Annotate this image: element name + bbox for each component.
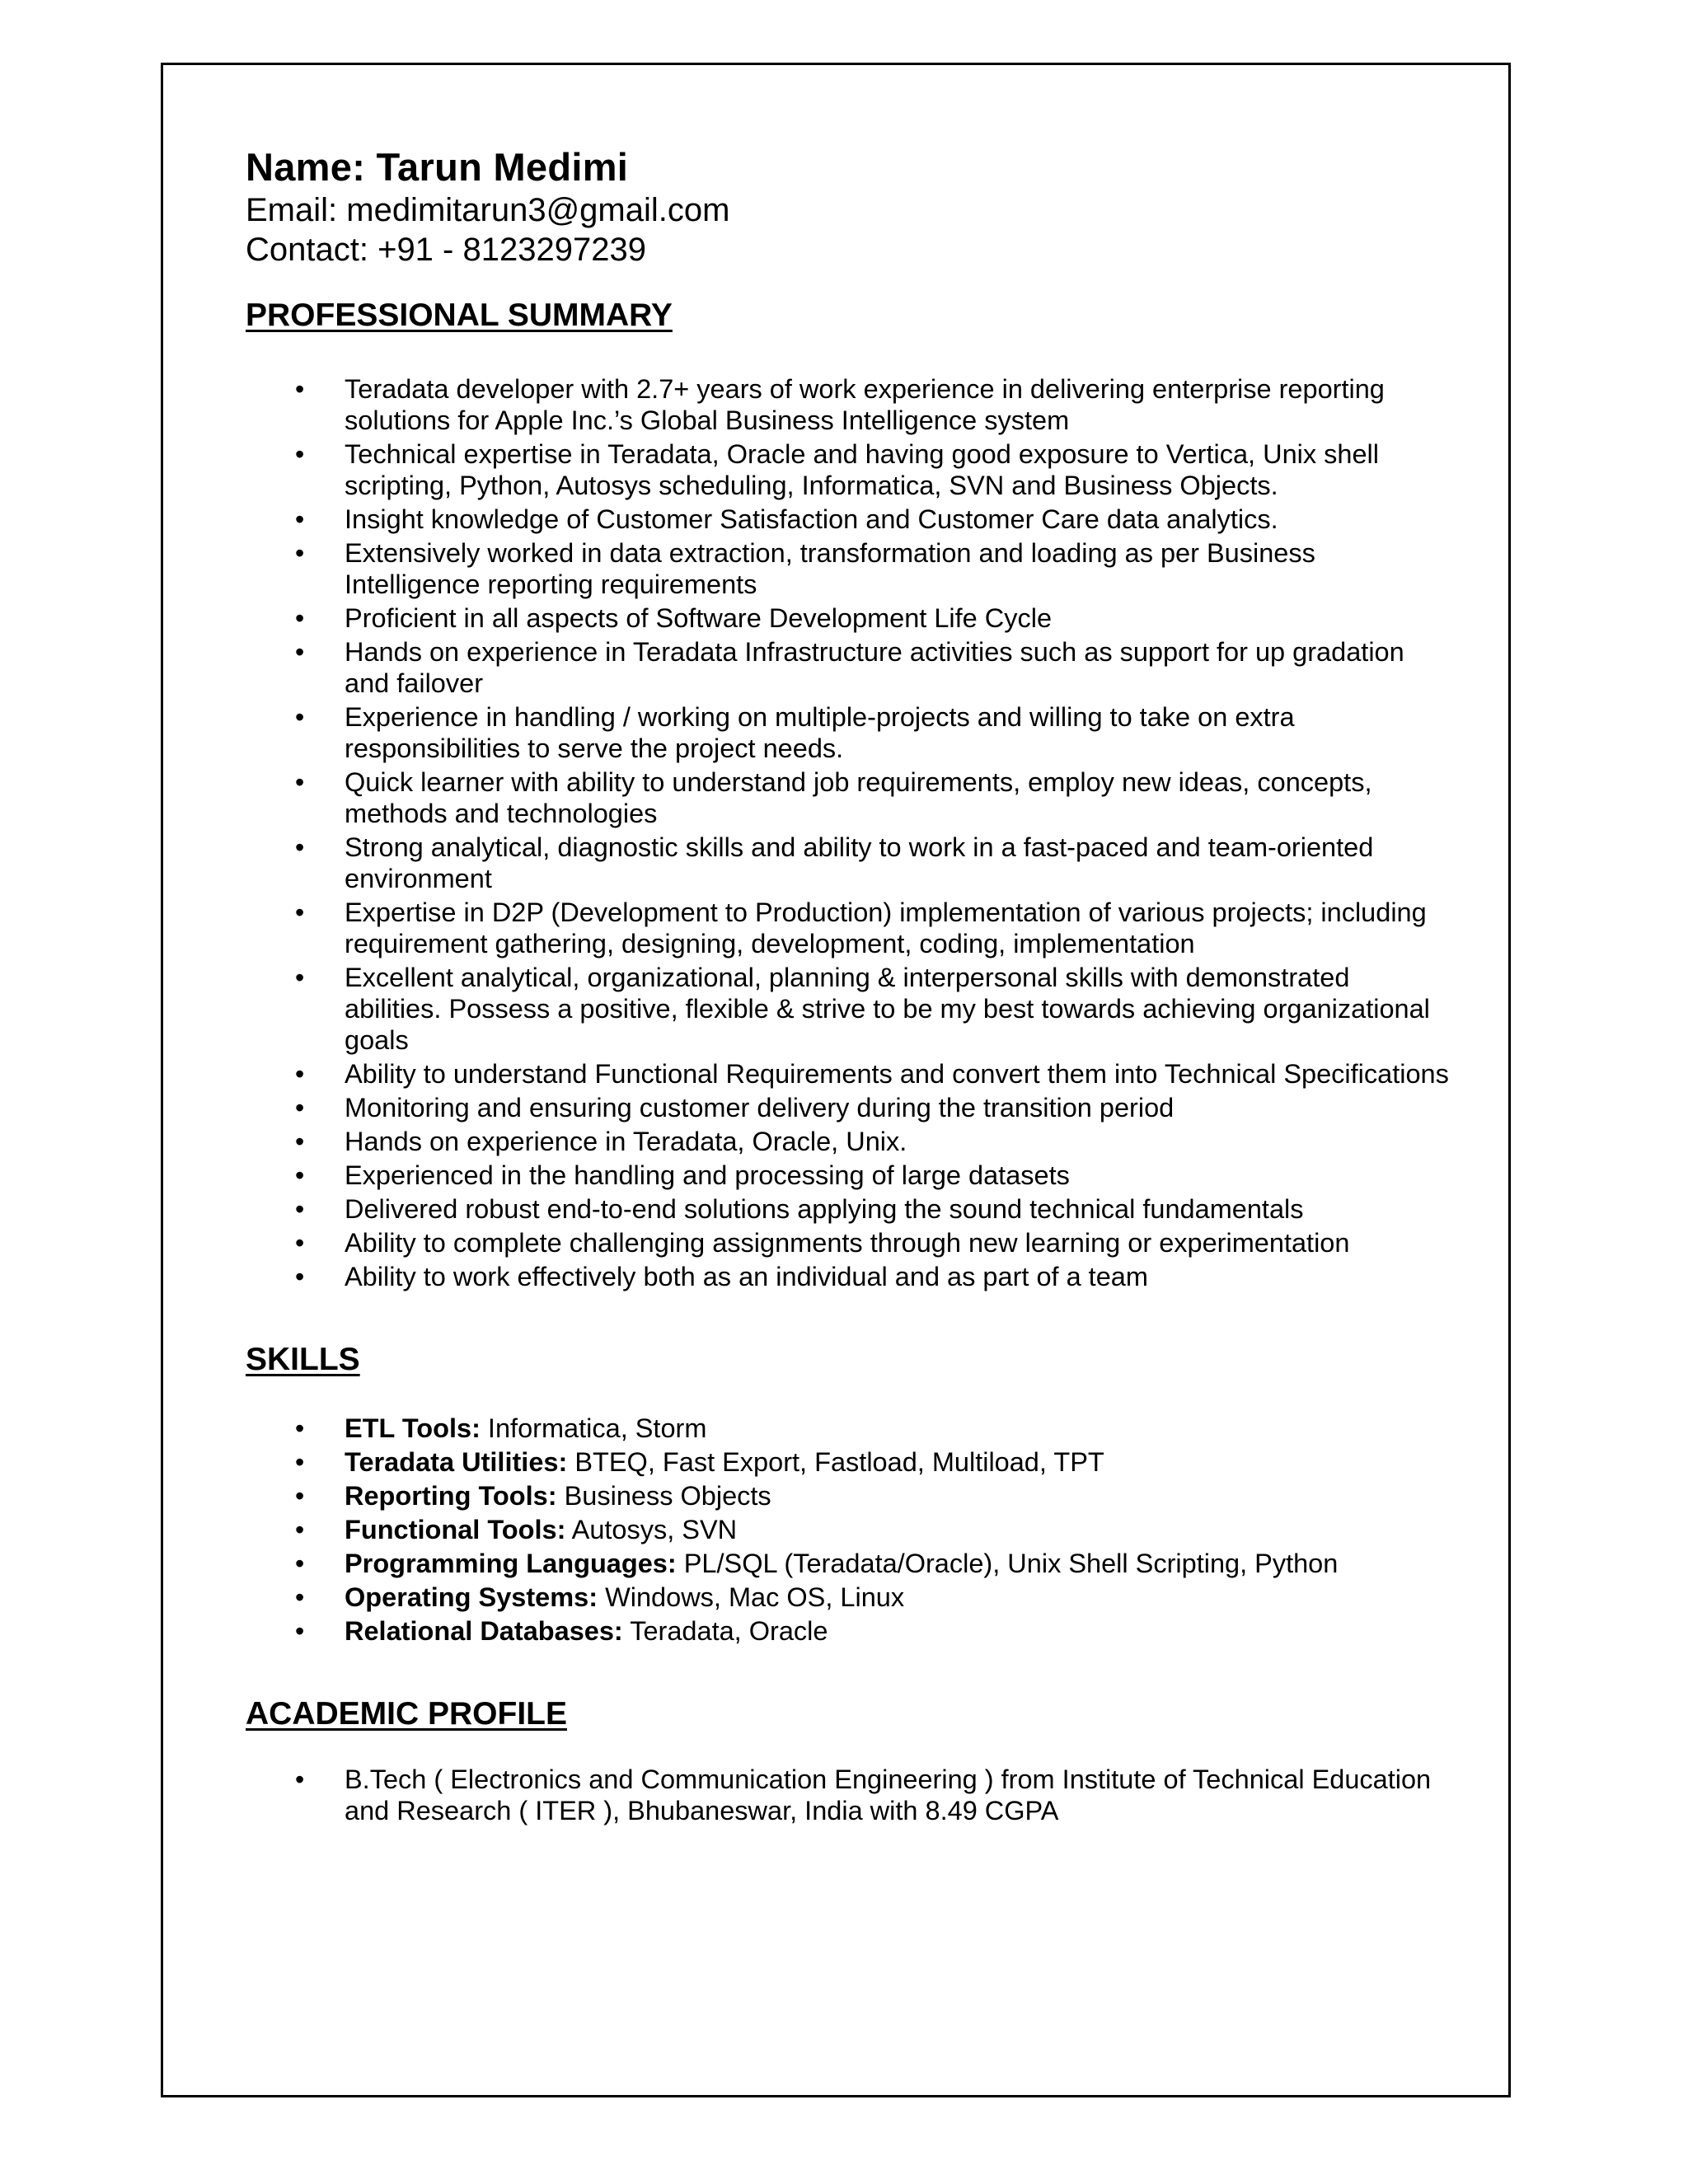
summary-item: [246, 373, 1449, 436]
summary-item: [246, 1261, 1449, 1292]
skill-value: Teradata, Oracle: [622, 1616, 828, 1646]
skill-label: Functional Tools:: [345, 1515, 566, 1544]
skill-item: [246, 1615, 1449, 1647]
skill-value: Business Objects: [556, 1481, 771, 1511]
skill-value: Windows, Mac OS, Linux: [598, 1582, 905, 1612]
summary-item-text: Delivered robust end-to-end solutions applying the sound technical fundamentals: [345, 1194, 1304, 1224]
summary-item: [246, 1193, 1449, 1225]
summary-item: [246, 1160, 1449, 1191]
professional-summary-list: [246, 373, 1449, 1292]
bullet-icon: •: [295, 1413, 305, 1443]
summary-item-text: Monitoring and ensuring customer delivery during the transition period: [345, 1093, 1175, 1122]
skills-list: [246, 1413, 1449, 1647]
skill-label: Reporting Tools:: [345, 1481, 557, 1511]
summary-item-text: Proficient in all aspects of Software Development Life Cycle: [345, 603, 1053, 633]
skills-heading: SKILLS: [246, 1342, 360, 1377]
bullet-icon: •: [295, 637, 305, 667]
skill-item: [246, 1514, 1449, 1545]
bullet-icon: •: [295, 1228, 305, 1258]
skill-label: Operating Systems:: [345, 1582, 598, 1612]
skill-label: Teradata Utilities:: [345, 1447, 568, 1477]
summary-item: [246, 438, 1449, 501]
skill-item: [246, 1446, 1449, 1478]
summary-item-text: Experience in handling / working on multiple-projects and willing to take on extra responsibilities to serve the project needs.: [345, 702, 1295, 763]
bullet-icon: •: [295, 439, 305, 469]
summary-item-text: Ability to work effectively both as an individual and as part of a team: [345, 1262, 1148, 1291]
summary-item: [246, 504, 1449, 535]
bullet-icon: •: [295, 1127, 305, 1156]
skill-item: [246, 1548, 1449, 1579]
summary-item-text: Hands on experience in Teradata, Oracle, Unix.: [345, 1127, 907, 1156]
academic-item: [246, 1764, 1449, 1826]
academic-item-text: B.Tech ( Electronics and Communication Engineering ) from Institute of Technical Education and Research ( ITER ), Bhubaneswar, India with 8.49 CGPA: [345, 1765, 1432, 1825]
summary-item: [246, 1227, 1449, 1258]
academic-profile-heading: ACADEMIC PROFILE: [246, 1696, 567, 1732]
bullet-icon: •: [295, 1616, 305, 1646]
skill-value: PL/SQL (Teradata/Oracle), Unix Shell Scripting, Python: [676, 1549, 1339, 1578]
summary-item: [246, 897, 1449, 959]
summary-item-text: Extensively worked in data extraction, transformation and loading as per Business Intelligence reporting requirements: [345, 538, 1315, 599]
candidate-name: Name: Tarun Medimi: [246, 145, 629, 189]
summary-item: [246, 1058, 1449, 1090]
bullet-icon: •: [295, 1194, 305, 1224]
summary-item: [246, 636, 1449, 699]
summary-item: [246, 701, 1449, 764]
bullet-icon: •: [295, 1160, 305, 1190]
skill-label: ETL Tools:: [345, 1413, 481, 1443]
summary-item: [246, 832, 1449, 894]
candidate-contact: Contact: +91 - 8123297239: [246, 232, 646, 268]
summary-item-text: Insight knowledge of Customer Satisfaction and Customer Care data analytics.: [345, 504, 1278, 534]
bullet-icon: •: [295, 1765, 305, 1794]
bullet-icon: •: [295, 1059, 305, 1089]
summary-item: [246, 537, 1449, 600]
summary-item-text: Technical expertise in Teradata, Oracle and having good exposure to Vertica, Unix shell scripting, Python, Autosys scheduling, Informatica, SVN and Business Objects.: [345, 439, 1379, 500]
summary-item-text: Ability to complete challenging assignments through new learning or experimentation: [345, 1228, 1350, 1258]
skill-item: [246, 1480, 1449, 1511]
summary-item: [246, 1092, 1449, 1123]
summary-item: [246, 962, 1449, 1056]
skill-value: Informatica, Storm: [480, 1413, 707, 1443]
bullet-icon: •: [295, 1582, 305, 1612]
bullet-icon: •: [295, 1549, 305, 1578]
summary-item-text: Ability to understand Functional Requirements and convert them into Technical Specifications: [345, 1059, 1449, 1089]
bullet-icon: •: [295, 538, 305, 568]
bullet-icon: •: [295, 1515, 305, 1544]
bullet-icon: •: [295, 1447, 305, 1477]
summary-item: [246, 1126, 1449, 1157]
skill-value: BTEQ, Fast Export, Fastload, Multiload, TPT: [567, 1447, 1104, 1477]
summary-item-text: Strong analytical, diagnostic skills and ability to work in a fast-paced and team-oriented environment: [345, 832, 1374, 893]
resume-content: [246, 144, 1449, 1829]
skill-value: Autosys, SVN: [565, 1515, 738, 1544]
summary-item-text: Teradata developer with 2.7+ years of work experience in delivering enterprise reporting solutions for Apple Inc.’s Global Business Intelligence system: [345, 374, 1385, 435]
bullet-icon: •: [295, 963, 305, 992]
summary-item-text: Quick learner with ability to understand job requirements, employ new ideas, concepts, methods and technologies: [345, 767, 1372, 828]
skill-label: Programming Languages:: [345, 1549, 677, 1578]
bullet-icon: •: [295, 702, 305, 732]
bullet-icon: •: [295, 898, 305, 927]
bullet-icon: •: [295, 1481, 305, 1511]
skill-label: Relational Databases:: [345, 1616, 623, 1646]
bullet-icon: •: [295, 767, 305, 797]
summary-item: [246, 766, 1449, 829]
bullet-icon: •: [295, 603, 305, 633]
candidate-email: Email: medimitarun3@gmail.com: [246, 192, 730, 228]
bullet-icon: •: [295, 374, 305, 404]
bullet-icon: •: [295, 832, 305, 862]
summary-item-text: Excellent analytical, organizational, planning & interpersonal skills with demonstrated abilities. Possess a positive, flexible & strive to be my best towards achieving organizational goals: [345, 963, 1430, 1055]
skill-item: [246, 1582, 1449, 1613]
skill-item: [246, 1413, 1449, 1444]
professional-summary-heading: PROFESSIONAL SUMMARY: [246, 298, 673, 333]
bullet-icon: •: [295, 1093, 305, 1122]
academic-profile-list: [246, 1764, 1449, 1826]
summary-item-text: Expertise in D2P (Development to Production) implementation of various projects; including requirement gathering, designing, development, coding, implementation: [345, 898, 1427, 958]
bullet-icon: •: [295, 504, 305, 534]
summary-item: [246, 602, 1449, 634]
bullet-icon: •: [295, 1262, 305, 1291]
summary-item-text: Experienced in the handling and processing of large datasets: [345, 1160, 1070, 1190]
summary-item-text: Hands on experience in Teradata Infrastructure activities such as support for up gradation and failover: [345, 637, 1404, 698]
